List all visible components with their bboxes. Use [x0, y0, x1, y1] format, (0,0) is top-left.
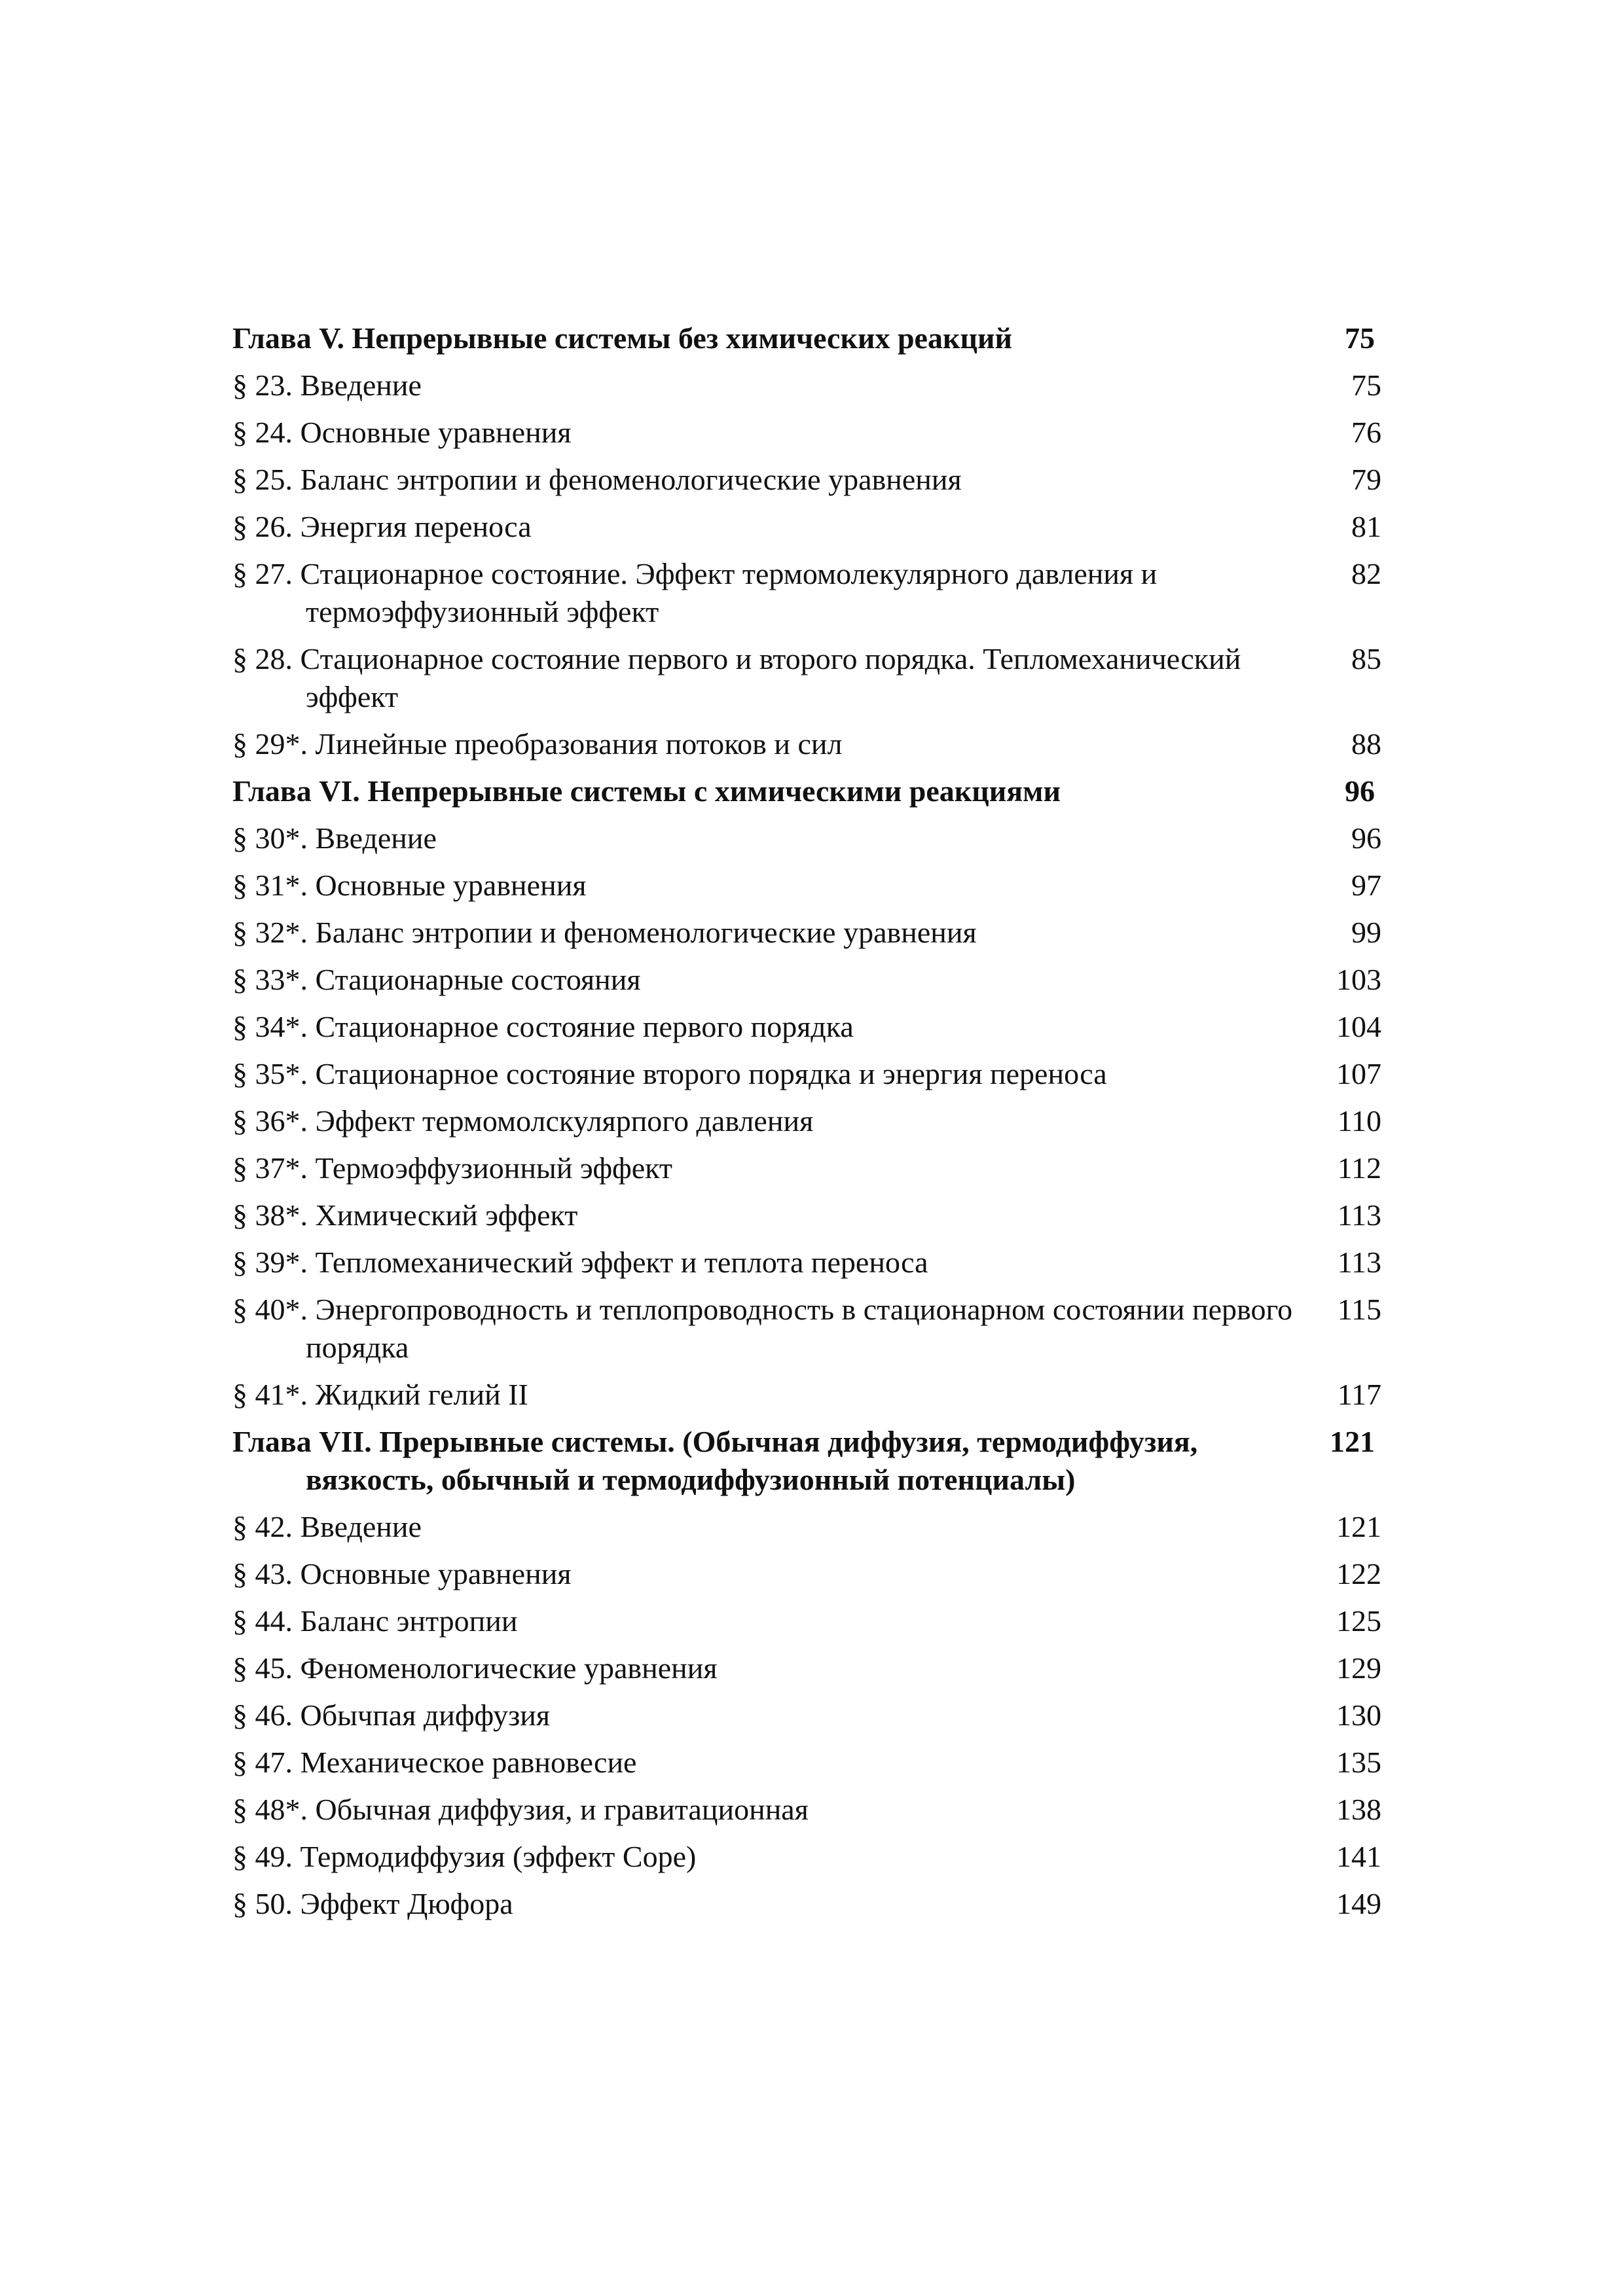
toc-section-24: [232, 414, 1381, 452]
toc-section-47: [232, 1744, 1381, 1782]
toc-section-45: [232, 1649, 1381, 1687]
toc-chapter-vii: [232, 1423, 1381, 1499]
toc-title: § 33*. Стационарные состояния: [232, 963, 641, 996]
toc-title: § 32*. Баланс энтропии и феноменологические уравнения: [232, 916, 977, 949]
toc-title: § 25. Баланс энтропии и феноменологические уравнения: [232, 463, 962, 496]
toc-page-number: 85: [1351, 642, 1381, 675]
toc-title: § 39*. Тепломеханический эффект и теплота переноса: [232, 1246, 928, 1279]
toc-section-25: [232, 461, 1381, 499]
toc-title: § 50. Эффект Дюфора: [232, 1887, 513, 1920]
toc-page-number: 125: [1336, 1604, 1381, 1638]
toc-section-28: [232, 640, 1381, 716]
toc-section-40: [232, 1291, 1381, 1367]
toc-section-26: [232, 508, 1381, 546]
toc-page-number: 129: [1336, 1651, 1381, 1685]
toc-section-48: [232, 1791, 1381, 1829]
toc-page-number: 113: [1337, 1198, 1381, 1232]
toc-page-number: 121: [1330, 1425, 1375, 1458]
toc-page-number: 99: [1351, 916, 1381, 949]
toc-section-29: [232, 725, 1381, 763]
toc-page-number: 75: [1345, 321, 1375, 355]
toc-page-number: 96: [1351, 821, 1381, 855]
toc-page-number: 96: [1345, 774, 1375, 808]
toc-page-number: 149: [1336, 1887, 1381, 1920]
toc-section-32: [232, 914, 1381, 952]
toc-chapter-vi: [232, 772, 1381, 810]
toc-page-number: 76: [1351, 416, 1381, 449]
toc-page-number: 141: [1336, 1840, 1381, 1873]
toc-title: § 36*. Эффект термомолскулярпого давления: [232, 1104, 814, 1138]
toc-title: § 46. Обычпая диффузия: [232, 1698, 551, 1732]
toc-title: § 40*. Энергопроводность и теплопроводность в стационарном состоянии первого порядка: [232, 1293, 1293, 1364]
toc-section-39: [232, 1244, 1381, 1282]
toc-title: § 44. Баланс энтропии: [232, 1604, 518, 1638]
toc-page-number: 75: [1351, 368, 1381, 402]
toc-title: § 30*. Введение: [232, 821, 437, 855]
toc-section-46: [232, 1696, 1381, 1734]
toc-title: § 34*. Стационарное состояние первого порядка: [232, 1010, 854, 1043]
toc-title: § 38*. Химический эффект: [232, 1198, 578, 1232]
toc-page-number: 103: [1336, 963, 1381, 996]
toc-section-41: [232, 1376, 1381, 1414]
toc-title: § 31*. Основные уравнения: [232, 869, 587, 902]
toc-title: § 23. Введение: [232, 368, 422, 402]
toc-title: § 47. Механическое равновесие: [232, 1746, 637, 1779]
toc-page-number: 82: [1351, 557, 1381, 590]
toc-section-50: [232, 1885, 1381, 1923]
toc-title: § 29*. Линейные преобразования потоков и сил: [232, 727, 843, 761]
toc-title: § 49. Термодиффузия (эффект Соре): [232, 1840, 697, 1873]
toc-chapter-v: [232, 319, 1381, 357]
toc-section-38: [232, 1196, 1381, 1234]
toc-title: § 45. Феноменологические уравнения: [232, 1651, 718, 1685]
toc-title: § 28. Стационарное состояние первого и второго порядка. Тепломеханический эффект: [232, 642, 1241, 713]
toc-section-35: [232, 1055, 1381, 1093]
toc-title: § 24. Основные уравнения: [232, 416, 572, 449]
toc-title: § 42. Введение: [232, 1510, 422, 1543]
toc-section-23: [232, 367, 1381, 404]
toc-title: § 27. Стационарное состояние. Эффект термомолекулярного давления и термоэффузионный эффект: [232, 557, 1158, 628]
toc-section-36: [232, 1102, 1381, 1140]
toc-title: Глава V. Непрерывные системы без химических реакций: [232, 321, 1012, 355]
toc-page-number: 104: [1336, 1010, 1381, 1043]
toc-page-number: 79: [1351, 463, 1381, 496]
toc-section-30: [232, 819, 1381, 857]
toc-page-number: 122: [1336, 1557, 1381, 1590]
toc-title: § 37*. Термоэффузионный эффект: [232, 1151, 673, 1185]
toc-section-27: [232, 555, 1381, 631]
toc-page-number: 81: [1351, 510, 1381, 543]
toc-page-number: 138: [1336, 1793, 1381, 1826]
toc-page-number: 97: [1351, 869, 1381, 902]
toc-page-number: 112: [1337, 1151, 1381, 1185]
toc-page-number: 135: [1336, 1746, 1381, 1779]
toc-page-number: 115: [1337, 1293, 1381, 1326]
toc-title: § 41*. Жидкий гелий II: [232, 1378, 528, 1411]
toc-section-44: [232, 1602, 1381, 1640]
toc-section-42: [232, 1508, 1381, 1546]
toc-title: § 43. Основные уравнения: [232, 1557, 572, 1590]
toc-title: § 48*. Обычная диффузия, и гравитационная: [232, 1793, 809, 1826]
toc-section-49: [232, 1838, 1381, 1876]
toc-section-34: [232, 1008, 1381, 1046]
toc-title: § 35*. Стационарное состояние второго порядка и энергия переноса: [232, 1057, 1107, 1090]
toc-title: § 26. Энергия переноса: [232, 510, 532, 543]
toc-page-number: 117: [1337, 1378, 1381, 1411]
toc-section-37: [232, 1149, 1381, 1187]
toc-page-number: 130: [1336, 1698, 1381, 1732]
toc-page-number: 88: [1351, 727, 1381, 761]
toc-section-43: [232, 1555, 1381, 1593]
toc-page-number: 113: [1337, 1246, 1381, 1279]
toc-section-33: [232, 961, 1381, 999]
toc-title: Глава VII. Прерывные системы. (Обычная диффузия, термодиффузия, вязкость, обычный и термодиффузионный потенциалы): [232, 1425, 1198, 1496]
table-of-contents: [232, 319, 1381, 1932]
toc-page-number: 110: [1337, 1104, 1381, 1138]
toc-page-number: 121: [1336, 1510, 1381, 1543]
toc-page-number: 107: [1336, 1057, 1381, 1090]
toc-section-31: [232, 867, 1381, 905]
toc-title: Глава VI. Непрерывные системы с химическими реакциями: [232, 774, 1061, 808]
